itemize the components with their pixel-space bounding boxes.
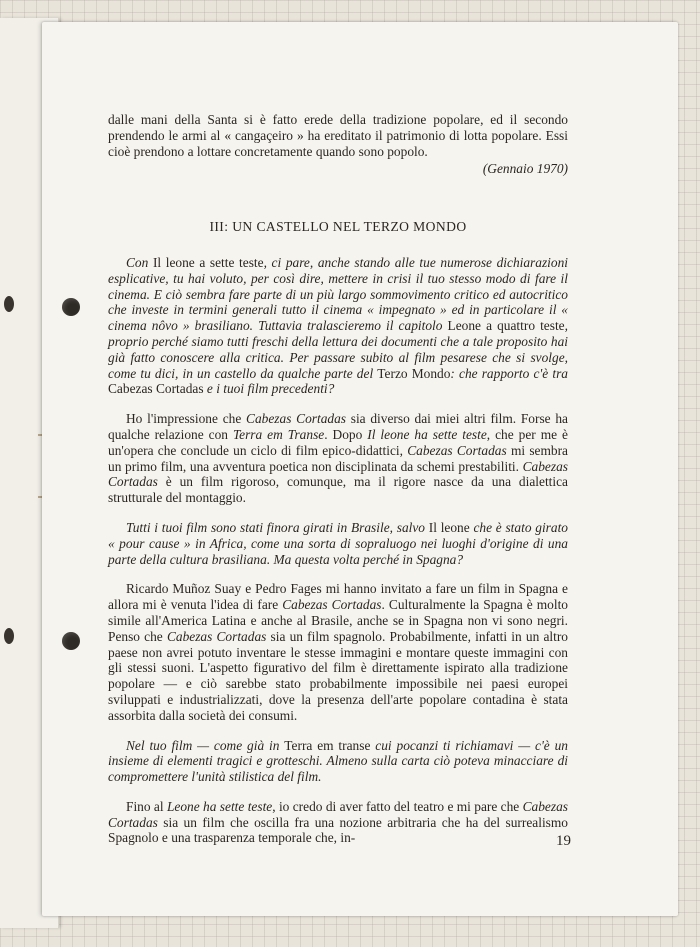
- page-number: 19: [556, 833, 571, 849]
- date-line: (Gennaio 1970): [482, 161, 568, 177]
- answer-paragraph: Ho l'impressione che Cabezas Cortadas sia diverso dai miei altri film. Forse ha qualche relazione con Terra em Transe. Dopo Il leone ha sette teste, che per me è un'opera che conclude un ciclo di film epico-didattici, Cabezas Cortadas mi sembra un primo film, una avventura poetica non disciplinata da schemi prestabiliti. Cabezas Cortadas è un film rigoroso, comunque, ma il rigore nasce da una dialettica strutturale del montaggio.: [108, 411, 568, 506]
- punch-hole-top: [62, 298, 80, 316]
- answer-paragraph: Fino al Leone ha sette teste, io credo di aver fatto del teatro e mi pare che Cabezas Cortadas sia un film che oscilla fra una nozione arbitraria che ha del surrealismo Spagnolo e una trasparenza temporale che, in-: [108, 798, 568, 846]
- section-title: III: UN CASTELLO NEL TERZO MONDO: [209, 219, 467, 235]
- answer-paragraph: Ricardo Muñoz Suay e Pedro Fages mi hanno invitato a fare un film in Spagna e allora mi è venuta l'idea di fare Cabezas Cortadas. Culturalmente la Spagna è molto simile all'America Latina e anche al Brasile, anche se in Spagna non vi sono negri. Penso che Cabezas Cortadas sia un film spagnolo. Probabilmente, infatti in un altro paese non avrei potuto inventare le stesse immagini e montare queste immagini con gli stessi suoni. L'aspetto figurativo del film è direttamente ispirato alla tradizione popolare — e ciò sarebbe stato probabilmente impossibile nei paesi europei sviluppati e industrializzati, dove la presenza dell'arte popolare contadina è stata assorbita dalla società dei consumi.: [108, 581, 568, 723]
- page-text: [108, 112, 568, 860]
- punch-hole-left-top: [4, 296, 14, 312]
- continuation-paragraph: dalle mani della Santa si è fatto erede della tradizione popolare, ed il secondo prendendo le armi al « cangaçeiro » ha ereditato il patrimonio di lotta popolare. Essi cioè prendono a lottare concretamente quando sono popolo.: [108, 112, 568, 159]
- question-paragraph: Con Il leone a sette teste, ci pare, anche stando alle tue numerose dichiarazioni esplicative, tu hai voluto, per così dire, mettere in crisi il tuo stesso modo di fare il cinema. E ciò sembra fare parte di un più largo sommovimento critico ed autocritico che investe in termini generali tutto il cinema « impegnato » ed in particolare il « cinema nôvo » brasiliano. Tuttavia tralascieremo il capitolo Leone a quattro teste, proprio perché siamo tutti freschi della lettura dei documenti che a tale proposito hai già fatto conoscere alla critica. Per passare subito al film pesarese che si svolge, come tu dici, in un castello da qualche parte del Terzo Mondo: che rapporto c'è tra Cabezas Cortadas e i tuoi film precedenti?: [108, 254, 568, 397]
- punch-hole-left-bottom: [4, 628, 14, 644]
- question-paragraph: Tutti i tuoi film sono stati finora girati in Brasile, salvo Il leone che è stato girato « pour cause » in Africa, come una sorta di sopraluogo nei luoghi d'origine di una parte della cultura brasiliana. Ma questa volta perché in Spagna?: [108, 519, 569, 567]
- question-paragraph: Nel tuo film — come già in Terra em transe cui pocanzi ti richiamavi — c'è un insieme di elementi tragici e grotteschi. Almeno sulla carta ciò poteva minacciare di compromettere l'unità stilistica del film.: [108, 737, 569, 785]
- punch-hole-bottom: [62, 632, 80, 650]
